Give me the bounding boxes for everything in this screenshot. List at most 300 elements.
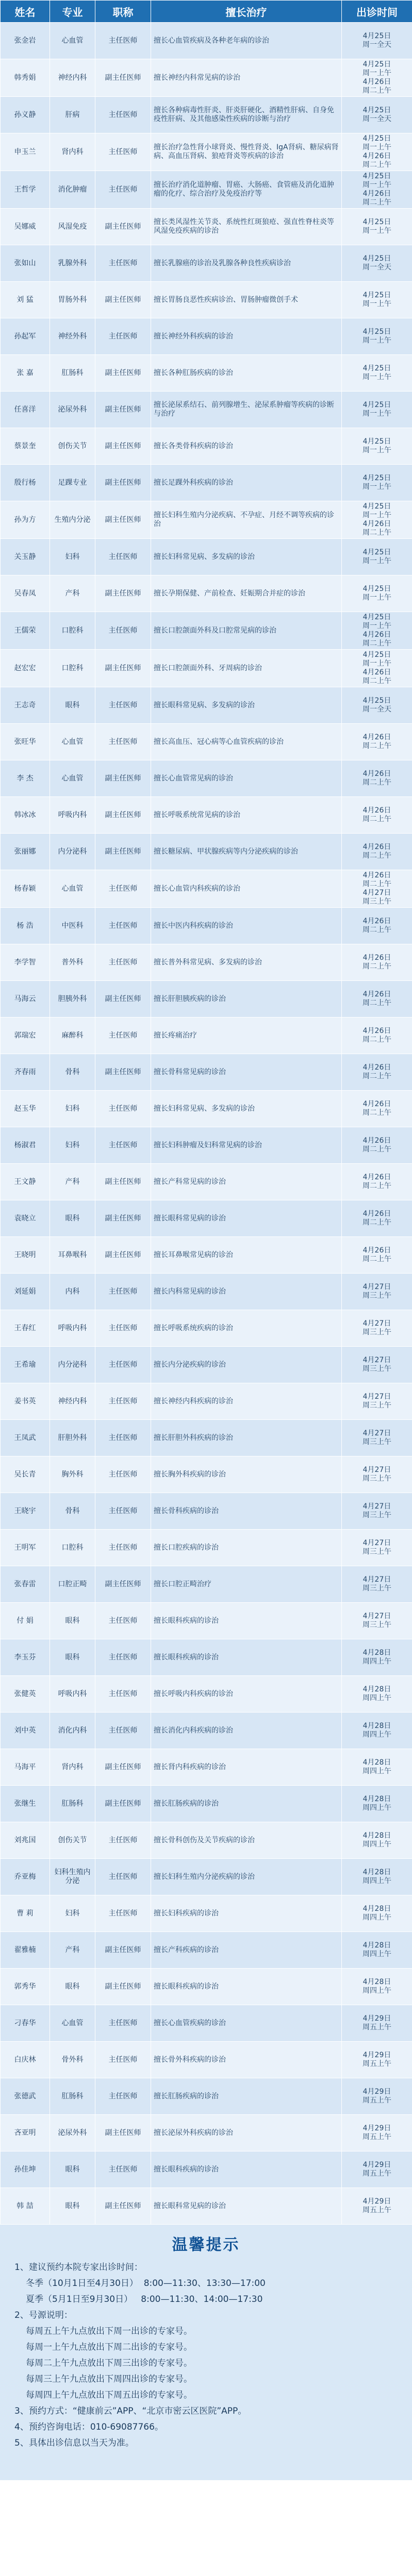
doctor-skill: 擅长心血管常见病的诊治 — [151, 760, 342, 797]
doctor-name: 张旺华 — [1, 724, 50, 760]
doctor-title: 主任医师 — [95, 1456, 151, 1493]
doctor-name: 张如山 — [1, 245, 50, 282]
clinic-time: 4月26日 周二上午 — [342, 1164, 412, 1200]
tips-line: 4、预约咨询电话：010-69087766。 — [14, 2422, 163, 2432]
clinic-time: 4月26日 周二上午 — [342, 797, 412, 834]
tips-line: 3、预约方式：“健康前云”APP、“北京市密云区医院”APP。 — [14, 2406, 247, 2416]
table-row — [1, 2188, 412, 2225]
doctor-skill: 擅长中医内科疾病的诊治 — [151, 908, 342, 944]
doctor-specialty: 肾内科 — [50, 133, 95, 171]
doctor-title: 主任医师 — [95, 171, 151, 209]
doctor-skill: 擅长心血管疾病及各种老年病的诊治 — [151, 23, 342, 59]
clinic-time: 4月26日 周二上午 — [342, 908, 412, 944]
clinic-time: 4月25日 周一上午 4月26日 周二上午 — [342, 612, 412, 650]
tips-line: 1、建议预约本院专家出诊时间： — [14, 2262, 143, 2273]
clinic-time: 4月27日 周三上午 — [342, 1420, 412, 1456]
doctor-title: 副主任医师 — [95, 282, 151, 318]
doctor-skill: 擅长产科常见病的诊治 — [151, 1164, 342, 1200]
table-row — [1, 724, 412, 760]
doctor-skill: 擅长治疗消化道肿瘤、胃癌、大肠癌、食管癌及消化道肿瘤的化疗、综合治疗及免疫治疗等 — [151, 171, 342, 209]
doctor-title: 副主任医师 — [95, 1786, 151, 1822]
doctor-skill: 擅长妇科生殖内分泌疾病、不孕症、月经不调等疾病的诊治 — [151, 501, 342, 539]
doctor-name: 吴春凤 — [1, 575, 50, 612]
clinic-time: 4月26日 周二上午 — [342, 834, 412, 870]
table-row — [1, 1639, 412, 1676]
tips-panel — [0, 2225, 412, 2480]
doctor-skill: 擅长内分泌疾病的诊治 — [151, 1347, 342, 1383]
doctor-skill: 擅长治疗急性肾小球肾炎、慢性肾炎、IgA肾病、糖尿病肾病、高血压肾病、狼疮肾炎等疾病的诊治 — [151, 133, 342, 171]
doctor-specialty: 泌尿外科 — [50, 392, 95, 428]
doctor-skill: 擅长肛肠疾病的诊治 — [151, 2078, 342, 2115]
table-row — [1, 1493, 412, 1530]
doctor-name: 韩 喆 — [1, 2188, 50, 2225]
doctor-name: 刘中英 — [1, 1713, 50, 1749]
table-row — [1, 1237, 412, 1274]
doctor-skill: 擅长呼吸系统常见病的诊治 — [151, 797, 342, 834]
doctor-specialty: 泌尿外科 — [50, 2115, 95, 2151]
clinic-time: 4月26日 周二上午 — [342, 724, 412, 760]
doctor-title: 副主任医师 — [95, 760, 151, 797]
doctor-name: 齐春雨 — [1, 1054, 50, 1091]
clinic-time: 4月28日 周四上午 — [342, 1932, 412, 1969]
doctor-name: 李 杰 — [1, 760, 50, 797]
doctor-skill: 擅长疼痛治疗 — [151, 1018, 342, 1054]
tips-lines — [14, 2260, 398, 2451]
doctor-title: 主任医师 — [95, 1274, 151, 1310]
doctor-name: 马海云 — [1, 981, 50, 1018]
doctor-skill: 擅长乳腺癌的诊治及乳腺各种良性疾病诊治 — [151, 245, 342, 282]
clinic-time: 4月25日 周一全天 — [342, 245, 412, 282]
doctor-skill: 擅长心血管疾病的诊治 — [151, 2005, 342, 2042]
tips-line: 夏季（5月1日至9月30日） 8:00—11:30、14:00—17:30 — [26, 2294, 263, 2304]
table-row — [1, 465, 412, 501]
table-row — [1, 1054, 412, 1091]
clinic-time: 4月25日 周一上午 — [342, 392, 412, 428]
doctor-specialty: 肛肠科 — [50, 1786, 95, 1822]
doctor-name: 王希瑜 — [1, 1347, 50, 1383]
doctor-title: 主任医师 — [95, 1420, 151, 1456]
doctor-title: 副主任医师 — [95, 797, 151, 834]
doctor-title: 主任医师 — [95, 1676, 151, 1713]
doctor-specialty: 呼吸内科 — [50, 1310, 95, 1347]
doctor-specialty: 普外科 — [50, 944, 95, 981]
doctor-specialty: 心血管 — [50, 760, 95, 797]
table-row — [1, 355, 412, 392]
doctor-skill: 擅长眼科常见病、多发病的诊治 — [151, 687, 342, 724]
doctor-title: 主任医师 — [95, 1493, 151, 1530]
clinic-time: 4月27日 周三上午 — [342, 1493, 412, 1530]
doctor-title: 副主任医师 — [95, 1054, 151, 1091]
doctor-skill: 擅长呼吸内科疾病的诊治 — [151, 1676, 342, 1713]
clinic-time: 4月25日 周一上午 4月26日 周二上午 — [342, 171, 412, 209]
doctor-name: 孙起军 — [1, 318, 50, 355]
doctor-specialty: 眼科 — [50, 2188, 95, 2225]
doctor-skill: 擅长肝胆胰疾病的诊治 — [151, 981, 342, 1018]
doctor-specialty: 神经内科 — [50, 1383, 95, 1420]
doctor-skill: 擅长眼科常见病的诊治 — [151, 2188, 342, 2225]
table-row — [1, 318, 412, 355]
clinic-time: 4月27日 周三上午 — [342, 1383, 412, 1420]
doctor-title: 副主任医师 — [95, 834, 151, 870]
doctor-name: 张继生 — [1, 1786, 50, 1822]
doctor-skill: 擅长泌尿外科疾病的诊治 — [151, 2115, 342, 2151]
clinic-time: 4月25日 周一上午 — [342, 318, 412, 355]
table-row — [1, 981, 412, 1018]
table-row — [1, 2151, 412, 2188]
table-row — [1, 1895, 412, 1932]
tips-line: 每周五上午九点放出下周一出诊的专家号。 — [26, 2326, 192, 2336]
doctor-name: 杨 浩 — [1, 908, 50, 944]
clinic-time: 4月26日 周二上午 4月27日 周三上午 — [342, 870, 412, 908]
header-time: 出诊时间 — [342, 1, 412, 23]
doctor-specialty: 心血管 — [50, 870, 95, 908]
doctor-title: 主任医师 — [95, 1383, 151, 1420]
table-row — [1, 2115, 412, 2151]
doctor-specialty: 内分泌科 — [50, 1347, 95, 1383]
doctor-skill: 擅长口腔疾病的诊治 — [151, 1530, 342, 1566]
doctor-title: 主任医师 — [95, 539, 151, 575]
doctor-name: 杨春颖 — [1, 870, 50, 908]
doctor-specialty: 骨外科 — [50, 2042, 95, 2078]
doctor-title: 副主任医师 — [95, 1969, 151, 2005]
doctor-title: 副主任医师 — [95, 501, 151, 539]
table-row — [1, 834, 412, 870]
doctor-specialty: 眼科 — [50, 687, 95, 724]
clinic-time: 4月25日 周一全天 — [342, 687, 412, 724]
doctor-specialty: 肛肠科 — [50, 2078, 95, 2115]
table-row — [1, 1347, 412, 1383]
clinic-time: 4月25日 周一上午 — [342, 575, 412, 612]
doctor-specialty: 胸外科 — [50, 1456, 95, 1493]
doctor-title: 副主任医师 — [95, 1932, 151, 1969]
table-row — [1, 1749, 412, 1786]
doctor-title: 副主任医师 — [95, 2188, 151, 2225]
header-specialty: 专业 — [50, 1, 95, 23]
doctor-skill: 擅长呼吸系统疾病的诊治 — [151, 1310, 342, 1347]
clinic-time: 4月25日 周一上午 4月26日 周二上午 — [342, 133, 412, 171]
doctor-name: 白庆林 — [1, 2042, 50, 2078]
clinic-time: 4月28日 周四上午 — [342, 1822, 412, 1859]
doctor-skill: 擅长肛肠疾病的诊治 — [151, 1786, 342, 1822]
doctor-skill: 擅长神经内科疾病的诊治 — [151, 1383, 342, 1420]
tips-line: 5、具体出诊信息以当天为准。 — [14, 2438, 134, 2448]
doctor-specialty: 呼吸内科 — [50, 1676, 95, 1713]
table-row — [1, 1713, 412, 1749]
doctor-skill: 擅长骨科创伤及关节疾病的诊治 — [151, 1822, 342, 1859]
table-row — [1, 1200, 412, 1237]
doctor-skill: 擅长妇科常见病、多发病的诊治 — [151, 1091, 342, 1127]
doctor-title: 主任医师 — [95, 97, 151, 133]
clinic-time: 4月26日 周二上午 — [342, 1054, 412, 1091]
doctor-title: 主任医师 — [95, 1530, 151, 1566]
doctor-specialty: 神经内科 — [50, 59, 95, 97]
doctor-name: 吝亚明 — [1, 2115, 50, 2151]
doctor-skill: 擅长眼科疾病的诊治 — [151, 1969, 342, 2005]
doctor-title: 主任医师 — [95, 318, 151, 355]
clinic-time: 4月25日 周一上午 — [342, 539, 412, 575]
table-row — [1, 1274, 412, 1310]
doctor-name: 刘 猛 — [1, 282, 50, 318]
doctor-title: 副主任医师 — [95, 392, 151, 428]
clinic-time: 4月29日 周五上午 — [342, 2042, 412, 2078]
tips-line: 冬季（10月1日至4月30日） 8:00—11:30、13:30—17:00 — [26, 2278, 266, 2289]
doctor-skill: 擅长骨科常见病的诊治 — [151, 1054, 342, 1091]
doctor-skill: 擅长消化内科疾病的诊治 — [151, 1713, 342, 1749]
doctor-specialty: 眼科 — [50, 1969, 95, 2005]
doctor-specialty: 眼科 — [50, 1200, 95, 1237]
clinic-time: 4月28日 周四上午 — [342, 1676, 412, 1713]
doctor-name: 申玉兰 — [1, 133, 50, 171]
doctor-skill: 擅长糖尿病、甲状腺疾病等内分泌疾病的诊治 — [151, 834, 342, 870]
doctor-specialty: 口腔科 — [50, 612, 95, 650]
table-row — [1, 2042, 412, 2078]
table-row — [1, 650, 412, 687]
doctor-title: 主任医师 — [95, 2005, 151, 2042]
table-row — [1, 539, 412, 575]
doctor-title: 副主任医师 — [95, 1164, 151, 1200]
table-row — [1, 1969, 412, 2005]
doctor-specialty: 内科 — [50, 1274, 95, 1310]
doctor-title: 副主任医师 — [95, 575, 151, 612]
table-row — [1, 797, 412, 834]
doctor-title: 主任医师 — [95, 245, 151, 282]
clinic-time: 4月25日 周一全天 — [342, 97, 412, 133]
doctor-specialty: 妇科生殖内分泌 — [50, 1859, 95, 1895]
clinic-time: 4月25日 周一上午 — [342, 428, 412, 465]
table-row — [1, 612, 412, 650]
doctor-skill: 擅长神经内科常见病的诊治 — [151, 59, 342, 97]
doctor-name: 任喜洋 — [1, 392, 50, 428]
table-row — [1, 1164, 412, 1200]
doctor-name: 杨淑君 — [1, 1127, 50, 1164]
doctor-name: 孙为方 — [1, 501, 50, 539]
doctor-specialty: 生殖内分泌 — [50, 501, 95, 539]
table-row — [1, 1018, 412, 1054]
doctor-title: 主任医师 — [95, 724, 151, 760]
doctor-specialty: 创伤关节 — [50, 1822, 95, 1859]
doctor-title: 主任医师 — [95, 908, 151, 944]
doctor-name: 王春红 — [1, 1310, 50, 1347]
doctor-title: 副主任医师 — [95, 209, 151, 245]
doctor-specialty: 产科 — [50, 575, 95, 612]
clinic-time: 4月28日 周四上午 — [342, 1859, 412, 1895]
clinic-time: 4月27日 周三上午 — [342, 1456, 412, 1493]
doctor-specialty: 眼科 — [50, 1603, 95, 1639]
doctor-title: 主任医师 — [95, 1859, 151, 1895]
doctor-skill: 擅长各类骨科疾病的诊治 — [151, 428, 342, 465]
table-row — [1, 1859, 412, 1895]
clinic-time: 4月29日 周五上午 — [342, 2151, 412, 2188]
doctor-specialty: 消化内科 — [50, 1713, 95, 1749]
doctor-name: 张健英 — [1, 1676, 50, 1713]
doctor-specialty: 创伤关节 — [50, 428, 95, 465]
clinic-time: 4月25日 周一上午 — [342, 355, 412, 392]
table-row — [1, 687, 412, 724]
doctor-title: 副主任医师 — [95, 2115, 151, 2151]
header-title: 职称 — [95, 1, 151, 23]
table-row — [1, 1310, 412, 1347]
doctor-name: 郭瑞宏 — [1, 1018, 50, 1054]
doctor-skill: 擅长足踝外科疾病的诊治 — [151, 465, 342, 501]
doctor-name: 郭秀华 — [1, 1969, 50, 2005]
tips-line: 每周一上午九点放出下周二出诊的专家号。 — [26, 2342, 192, 2352]
clinic-time: 4月28日 周四上午 — [342, 1639, 412, 1676]
doctor-specialty: 神经外科 — [50, 318, 95, 355]
table-row — [1, 133, 412, 171]
doctor-name: 刘兆国 — [1, 1822, 50, 1859]
doctor-specialty: 乳腺外科 — [50, 245, 95, 282]
clinic-time: 4月25日 周一上午 4月26日 周二上午 — [342, 650, 412, 687]
doctor-name: 张丽娜 — [1, 834, 50, 870]
doctor-specialty: 眼科 — [50, 2151, 95, 2188]
clinic-time: 4月26日 周二上午 — [342, 1127, 412, 1164]
doctor-specialty: 呼吸内科 — [50, 797, 95, 834]
doctor-skill: 擅长耳鼻喉常见病的诊治 — [151, 1237, 342, 1274]
clinic-time: 4月28日 周四上午 — [342, 1895, 412, 1932]
doctor-name: 王哲学 — [1, 171, 50, 209]
table-row — [1, 23, 412, 59]
doctor-title: 主任医师 — [95, 1603, 151, 1639]
doctor-skill: 擅长肝胆外科疾病的诊治 — [151, 1420, 342, 1456]
table-row — [1, 2078, 412, 2115]
doctor-name: 殷行杨 — [1, 465, 50, 501]
doctor-name: 吴娜威 — [1, 209, 50, 245]
clinic-time: 4月27日 周三上午 — [342, 1310, 412, 1347]
doctor-specialty: 妇科 — [50, 1127, 95, 1164]
doctor-name: 王明军 — [1, 1530, 50, 1566]
doctor-specialty: 心血管 — [50, 2005, 95, 2042]
table-row — [1, 1383, 412, 1420]
doctor-specialty: 胃肠外科 — [50, 282, 95, 318]
doctor-skill: 擅长类风湿性关节炎、系统性红斑狼疮、强直性脊柱炎等风湿免疫疾病的诊治 — [151, 209, 342, 245]
clinic-time: 4月26日 周二上午 — [342, 1018, 412, 1054]
clinic-time: 4月25日 周一全天 — [342, 23, 412, 59]
doctor-name: 刁春华 — [1, 2005, 50, 2042]
table-row — [1, 282, 412, 318]
clinic-time: 4月25日 周一上午 — [342, 209, 412, 245]
table-row — [1, 944, 412, 981]
doctor-name: 李学智 — [1, 944, 50, 981]
doctor-name: 王儒荣 — [1, 612, 50, 650]
clinic-time: 4月28日 周四上午 — [342, 1713, 412, 1749]
doctor-name: 孙佳坤 — [1, 2151, 50, 2188]
doctor-title: 副主任医师 — [95, 355, 151, 392]
table-row — [1, 245, 412, 282]
clinic-time: 4月26日 周二上午 — [342, 1237, 412, 1274]
doctor-specialty: 产科 — [50, 1932, 95, 1969]
doctor-skill: 擅长各种肛肠疾病的诊治 — [151, 355, 342, 392]
doctor-name: 付 娟 — [1, 1603, 50, 1639]
doctor-name: 张金岩 — [1, 23, 50, 59]
clinic-time: 4月27日 周三上午 — [342, 1530, 412, 1566]
table-row — [1, 59, 412, 97]
doctor-title: 副主任医师 — [95, 1566, 151, 1603]
doctor-skill: 擅长肾内科疾病的诊治 — [151, 1749, 342, 1786]
doctor-name: 翟雅楠 — [1, 1932, 50, 1969]
table-header-row — [1, 1, 412, 23]
table-row — [1, 209, 412, 245]
doctor-specialty: 肛肠科 — [50, 355, 95, 392]
doctor-title: 主任医师 — [95, 2078, 151, 2115]
doctor-skill: 擅长口腔正畸治疗 — [151, 1566, 342, 1603]
table-row — [1, 1676, 412, 1713]
doctor-specialty: 眼科 — [50, 1639, 95, 1676]
doctor-specialty: 妇科 — [50, 1895, 95, 1932]
doctor-specialty: 妇科 — [50, 539, 95, 575]
doctor-title: 主任医师 — [95, 1310, 151, 1347]
clinic-time: 4月26日 周二上午 — [342, 1091, 412, 1127]
table-row — [1, 501, 412, 539]
doctor-title: 副主任医师 — [95, 650, 151, 687]
doctor-skill: 擅长泌尿系结石、前列腺增生、泌尿系肿瘤等疾病的诊断与治疗 — [151, 392, 342, 428]
doctor-title: 主任医师 — [95, 687, 151, 724]
doctor-name: 关玉静 — [1, 539, 50, 575]
table-row — [1, 1420, 412, 1456]
doctor-title: 副主任医师 — [95, 59, 151, 97]
doctor-name: 吴长青 — [1, 1456, 50, 1493]
doctor-skill: 擅长眼科疾病的诊治 — [151, 1639, 342, 1676]
doctor-skill: 擅长眼科疾病的诊治 — [151, 2151, 342, 2188]
doctor-skill: 擅长骨外科疾病的诊治 — [151, 2042, 342, 2078]
clinic-time: 4月28日 周四上午 — [342, 1969, 412, 2005]
doctor-specialty: 产科 — [50, 1164, 95, 1200]
doctor-specialty: 耳鼻喉科 — [50, 1237, 95, 1274]
table-row — [1, 1127, 412, 1164]
clinic-time: 4月28日 周四上午 — [342, 1749, 412, 1786]
doctor-title: 主任医师 — [95, 944, 151, 981]
doctor-specialty: 消化肿瘤 — [50, 171, 95, 209]
tips-line: 每周二上午九点放出下周三出诊的专家号。 — [26, 2358, 192, 2368]
clinic-time: 4月27日 周三上午 — [342, 1274, 412, 1310]
doctor-title: 主任医师 — [95, 1713, 151, 1749]
doctor-title: 主任医师 — [95, 23, 151, 59]
table-row — [1, 1932, 412, 1969]
doctor-specialty: 心血管 — [50, 724, 95, 760]
doctor-title: 主任医师 — [95, 1639, 151, 1676]
table-row — [1, 1822, 412, 1859]
doctor-skill: 擅长妇科常见病、多发病的诊治 — [151, 539, 342, 575]
clinic-time: 4月29日 周五上午 — [342, 2078, 412, 2115]
clinic-time: 4月25日 周一上午 — [342, 465, 412, 501]
doctor-name: 张 嘉 — [1, 355, 50, 392]
clinic-time: 4月25日 周一上午 — [342, 282, 412, 318]
header-skill: 擅长治疗 — [151, 1, 342, 23]
doctor-skill: 擅长胃肠良恶性疾病诊治、胃肠肿瘤微创手术 — [151, 282, 342, 318]
doctor-specialty: 风湿免疫 — [50, 209, 95, 245]
table-row — [1, 575, 412, 612]
clinic-time: 4月27日 周三上午 — [342, 1603, 412, 1639]
doctor-specialty: 心血管 — [50, 23, 95, 59]
table-row — [1, 2005, 412, 2042]
doctor-skill: 擅长产科疾病的诊治 — [151, 1932, 342, 1969]
doctor-title: 主任医师 — [95, 1018, 151, 1054]
doctor-skill: 擅长妇科疾病的诊治 — [151, 1895, 342, 1932]
doctor-title: 主任医师 — [95, 2151, 151, 2188]
doctor-name: 王晓明 — [1, 1237, 50, 1274]
doctor-title: 主任医师 — [95, 1895, 151, 1932]
doctor-specialty: 中医科 — [50, 908, 95, 944]
doctor-specialty: 骨科 — [50, 1054, 95, 1091]
doctor-skill: 擅长孕期保健、产前检查、妊娠期合并症的诊治 — [151, 575, 342, 612]
doctor-specialty: 妇科 — [50, 1091, 95, 1127]
tips-line: 每周三上午九点放出下周四出诊的专家号。 — [26, 2374, 192, 2384]
doctor-skill: 擅长神经外科疾病的诊治 — [151, 318, 342, 355]
table-row — [1, 1603, 412, 1639]
table-row — [1, 1566, 412, 1603]
doctor-specialty: 肝胆外科 — [50, 1420, 95, 1456]
clinic-time: 4月29日 周五上午 — [342, 2005, 412, 2042]
doctor-title: 主任医师 — [95, 1347, 151, 1383]
